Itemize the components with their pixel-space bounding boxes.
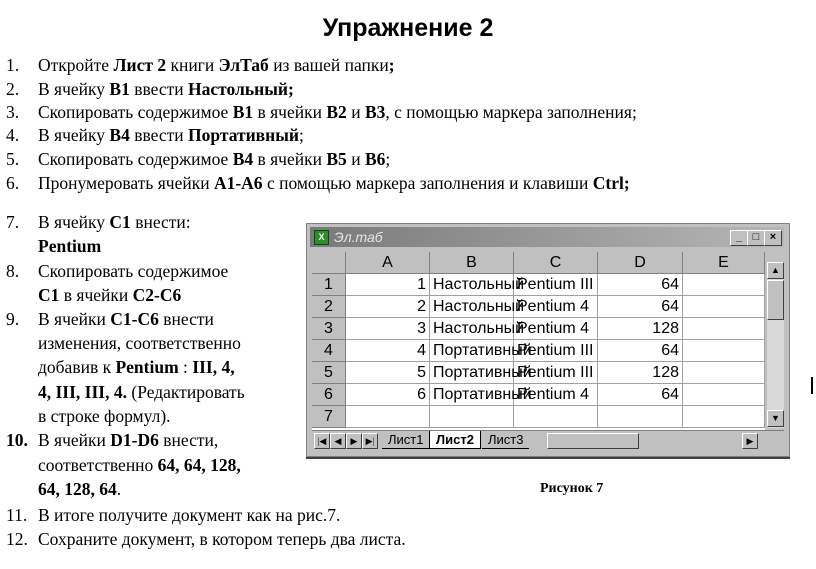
cell-a[interactable]: 6 [346, 384, 430, 406]
cell-c[interactable]: Pentium III [514, 362, 598, 384]
column-header-d[interactable]: D [598, 252, 683, 274]
plain-text: (Редактировать [127, 382, 245, 402]
bold-text: Ctrl; [592, 173, 630, 193]
plain-text: в ячейки [59, 285, 133, 305]
plain-text: В ячейку [38, 212, 110, 232]
plain-text: , с помощью маркера заполнения; [385, 102, 637, 122]
scroll-down-icon[interactable]: ▼ [767, 410, 784, 427]
item-number: 9. [6, 309, 20, 329]
item-text [38, 356, 235, 378]
plain-text: . [116, 479, 122, 499]
plain-text: Откройте [38, 55, 114, 75]
spreadsheet-window [306, 223, 790, 457]
item-number: 1. [6, 55, 20, 75]
plain-text: в ячейки [253, 102, 327, 122]
item-number: 11. [6, 505, 28, 525]
plain-text: Скопировать содержимое [38, 102, 233, 122]
select-all-corner[interactable] [312, 252, 346, 274]
horizontal-scrollbar[interactable] [547, 433, 639, 449]
cell-d[interactable]: 128 [598, 362, 683, 384]
cell-e[interactable] [683, 406, 765, 428]
item-text [38, 528, 406, 550]
cell-c[interactable]: Pentium 4 [514, 296, 598, 318]
plain-text: ; [298, 125, 304, 145]
cell-c[interactable]: Pentium III [514, 274, 598, 296]
plain-text: внести, [158, 430, 219, 450]
cell-e[interactable] [683, 296, 765, 318]
plain-text: В ячейку [38, 79, 110, 99]
cell-d[interactable]: 64 [598, 296, 683, 318]
plain-text: Сохраните документ, в котором теперь два листа. [38, 529, 406, 549]
row-header[interactable]: 1 [312, 274, 346, 296]
column-header-a[interactable]: A [346, 252, 430, 274]
item-text [38, 260, 228, 282]
cell-d[interactable] [598, 406, 683, 428]
scroll-right-icon[interactable]: ▶ [742, 433, 758, 449]
plain-text: и [346, 149, 365, 169]
bold-text: Настольный; [188, 79, 294, 99]
row-header[interactable]: 6 [312, 384, 346, 406]
column-header-b[interactable]: B [430, 252, 514, 274]
plain-text: ввести [129, 79, 189, 99]
cell-a[interactable]: 1 [346, 274, 430, 296]
item-text [38, 478, 121, 500]
cell-d[interactable]: 64 [598, 384, 683, 406]
item-number: 4. [6, 125, 20, 145]
cell-e[interactable] [683, 384, 765, 406]
cell-a[interactable]: 5 [346, 362, 430, 384]
plain-text: ввести [129, 125, 189, 145]
plain-text: изменения, соответственно [38, 333, 241, 353]
tab-sheet1[interactable]: Лист1 [382, 431, 429, 449]
bold-text: C1 [109, 212, 131, 232]
cell-b[interactable]: Настольный [430, 274, 514, 296]
column-header-e[interactable]: E [683, 252, 765, 274]
cell-d[interactable]: 64 [598, 274, 683, 296]
cell-d[interactable]: 64 [598, 340, 683, 362]
bold-text: 4, III, III, 4. [38, 382, 127, 402]
bold-text: C1 [38, 285, 60, 305]
cell-a[interactable]: 2 [346, 296, 430, 318]
item-number: 6. [6, 173, 20, 193]
cell-b[interactable]: Портативный [430, 384, 514, 406]
item-text [38, 454, 241, 476]
bold-text: B6 [364, 149, 386, 169]
bold-text: 64, 128, 64 [38, 479, 117, 499]
plain-text: ; [385, 149, 391, 169]
bold-text: B1 [109, 79, 130, 99]
cell-b[interactable]: Портативный [430, 340, 514, 362]
item-text [38, 381, 245, 403]
bold-text: B2 [326, 102, 347, 122]
cell-a[interactable] [346, 406, 430, 428]
sheet-grid[interactable] [312, 252, 765, 430]
row-header[interactable]: 7 [312, 406, 346, 428]
plain-text: Пронумеровать ячейки [38, 173, 214, 193]
cell-a[interactable]: 4 [346, 340, 430, 362]
plain-text: В ячейки [38, 309, 111, 329]
cell-a[interactable]: 3 [346, 318, 430, 340]
tab-sheet3[interactable]: Лист3 [482, 431, 529, 449]
plain-text: с помощью маркера заполнения и клавиши [262, 173, 593, 193]
plain-text: Скопировать содержимое [38, 261, 229, 281]
cell-e[interactable] [683, 340, 765, 362]
scroll-up-icon[interactable]: ▲ [767, 262, 784, 279]
text-cursor [811, 377, 813, 394]
bold-text: ЭлТаб [218, 55, 269, 75]
item-text [38, 101, 637, 123]
bold-text: III, 4, [192, 357, 235, 377]
plain-text: : [178, 357, 193, 377]
cell-c[interactable]: Pentium III [514, 340, 598, 362]
cell-c[interactable]: Pentium 4 [514, 384, 598, 406]
item-text [38, 172, 630, 194]
item-number: 7. [6, 212, 20, 232]
first-sheet-icon[interactable]: |◀ [314, 433, 330, 449]
tab-sheet2[interactable]: Лист2 [429, 431, 481, 449]
plain-text: в строке формул). [38, 406, 171, 426]
item-text [38, 504, 340, 526]
plain-text: и [346, 102, 365, 122]
item-text [38, 332, 241, 354]
prev-sheet-icon[interactable]: ◀ [330, 433, 346, 449]
cell-b[interactable]: Настольный [430, 296, 514, 318]
bold-text: C1-C6 [110, 309, 159, 329]
item-number: 12. [6, 529, 28, 549]
close-button[interactable]: × [764, 230, 782, 246]
window-titlebar[interactable] [310, 227, 784, 247]
bold-text: 64, 64, 128, [157, 455, 241, 475]
plain-text: внести [158, 309, 214, 329]
plain-text: в ячейки [253, 149, 327, 169]
column-header-c[interactable]: C [514, 252, 598, 274]
item-number: 2. [6, 79, 20, 99]
item-text [38, 148, 390, 170]
cell-d[interactable]: 128 [598, 318, 683, 340]
sheet-tab-bar [312, 430, 784, 450]
plain-text: соответственно [38, 455, 158, 475]
cell-c[interactable]: Pentium 4 [514, 318, 598, 340]
excel-icon: X [314, 230, 329, 245]
item-number: 5. [6, 149, 20, 169]
bold-text: B1 [232, 102, 254, 122]
item-number: 3. [6, 102, 20, 122]
bold-text: D1-D6 [110, 430, 159, 450]
item-number: 10. [6, 430, 28, 450]
item-text [38, 405, 171, 427]
item-text [38, 124, 304, 146]
item-text [38, 284, 181, 306]
bold-text: B5 [326, 149, 347, 169]
minimize-button[interactable]: _ [730, 230, 748, 246]
cell-b[interactable]: Портативный [430, 362, 514, 384]
plain-text: добавив к [38, 357, 116, 377]
item-text [38, 235, 101, 257]
item-number: 8. [6, 261, 20, 281]
cell-b[interactable]: Настольный [430, 318, 514, 340]
vertical-scrollbar[interactable] [767, 262, 784, 428]
row-header[interactable]: 4 [312, 340, 346, 362]
bold-text: Портативный [188, 125, 299, 145]
next-sheet-icon[interactable]: ▶ [346, 433, 362, 449]
item-text [38, 211, 191, 233]
plain-text: Скопировать содержимое [38, 149, 233, 169]
bold-text: Pentium [38, 236, 102, 256]
cell-c[interactable] [514, 406, 598, 428]
item-text [38, 429, 218, 451]
bold-text: Лист 2 [113, 55, 167, 75]
bold-text: ; [388, 55, 395, 75]
plain-text: В ячейку [38, 125, 110, 145]
bold-text: C2-C6 [132, 285, 182, 305]
page-title: Упражнение 2 [322, 14, 494, 42]
item-text [38, 54, 395, 76]
cell-b[interactable] [430, 406, 514, 428]
bold-text: B3 [364, 102, 386, 122]
cell-e[interactable] [683, 362, 765, 384]
bold-text: Pentium [115, 357, 179, 377]
cell-e[interactable] [683, 274, 765, 296]
item-text [38, 308, 214, 330]
plain-text: В ячейки [38, 430, 111, 450]
figure-caption: Рисунок 7 [540, 481, 604, 496]
bold-text: B4 [232, 149, 254, 169]
bold-text: A1-A6 [213, 173, 263, 193]
row-header[interactable]: 2 [312, 296, 346, 318]
cell-e[interactable] [683, 318, 765, 340]
plain-text: В итоге получите документ как на рис.7. [38, 505, 341, 525]
plain-text: книги [166, 55, 219, 75]
plain-text: внести: [130, 212, 191, 232]
item-text [38, 78, 294, 100]
scroll-thumb[interactable] [767, 280, 784, 320]
plain-text: из вашей папки [268, 55, 389, 75]
row-header[interactable]: 3 [312, 318, 346, 340]
row-header[interactable]: 5 [312, 362, 346, 384]
maximize-button[interactable]: □ [747, 230, 765, 246]
last-sheet-icon[interactable]: ▶| [362, 433, 378, 449]
bold-text: B4 [109, 125, 130, 145]
window-title: Эл.таб [334, 229, 383, 245]
